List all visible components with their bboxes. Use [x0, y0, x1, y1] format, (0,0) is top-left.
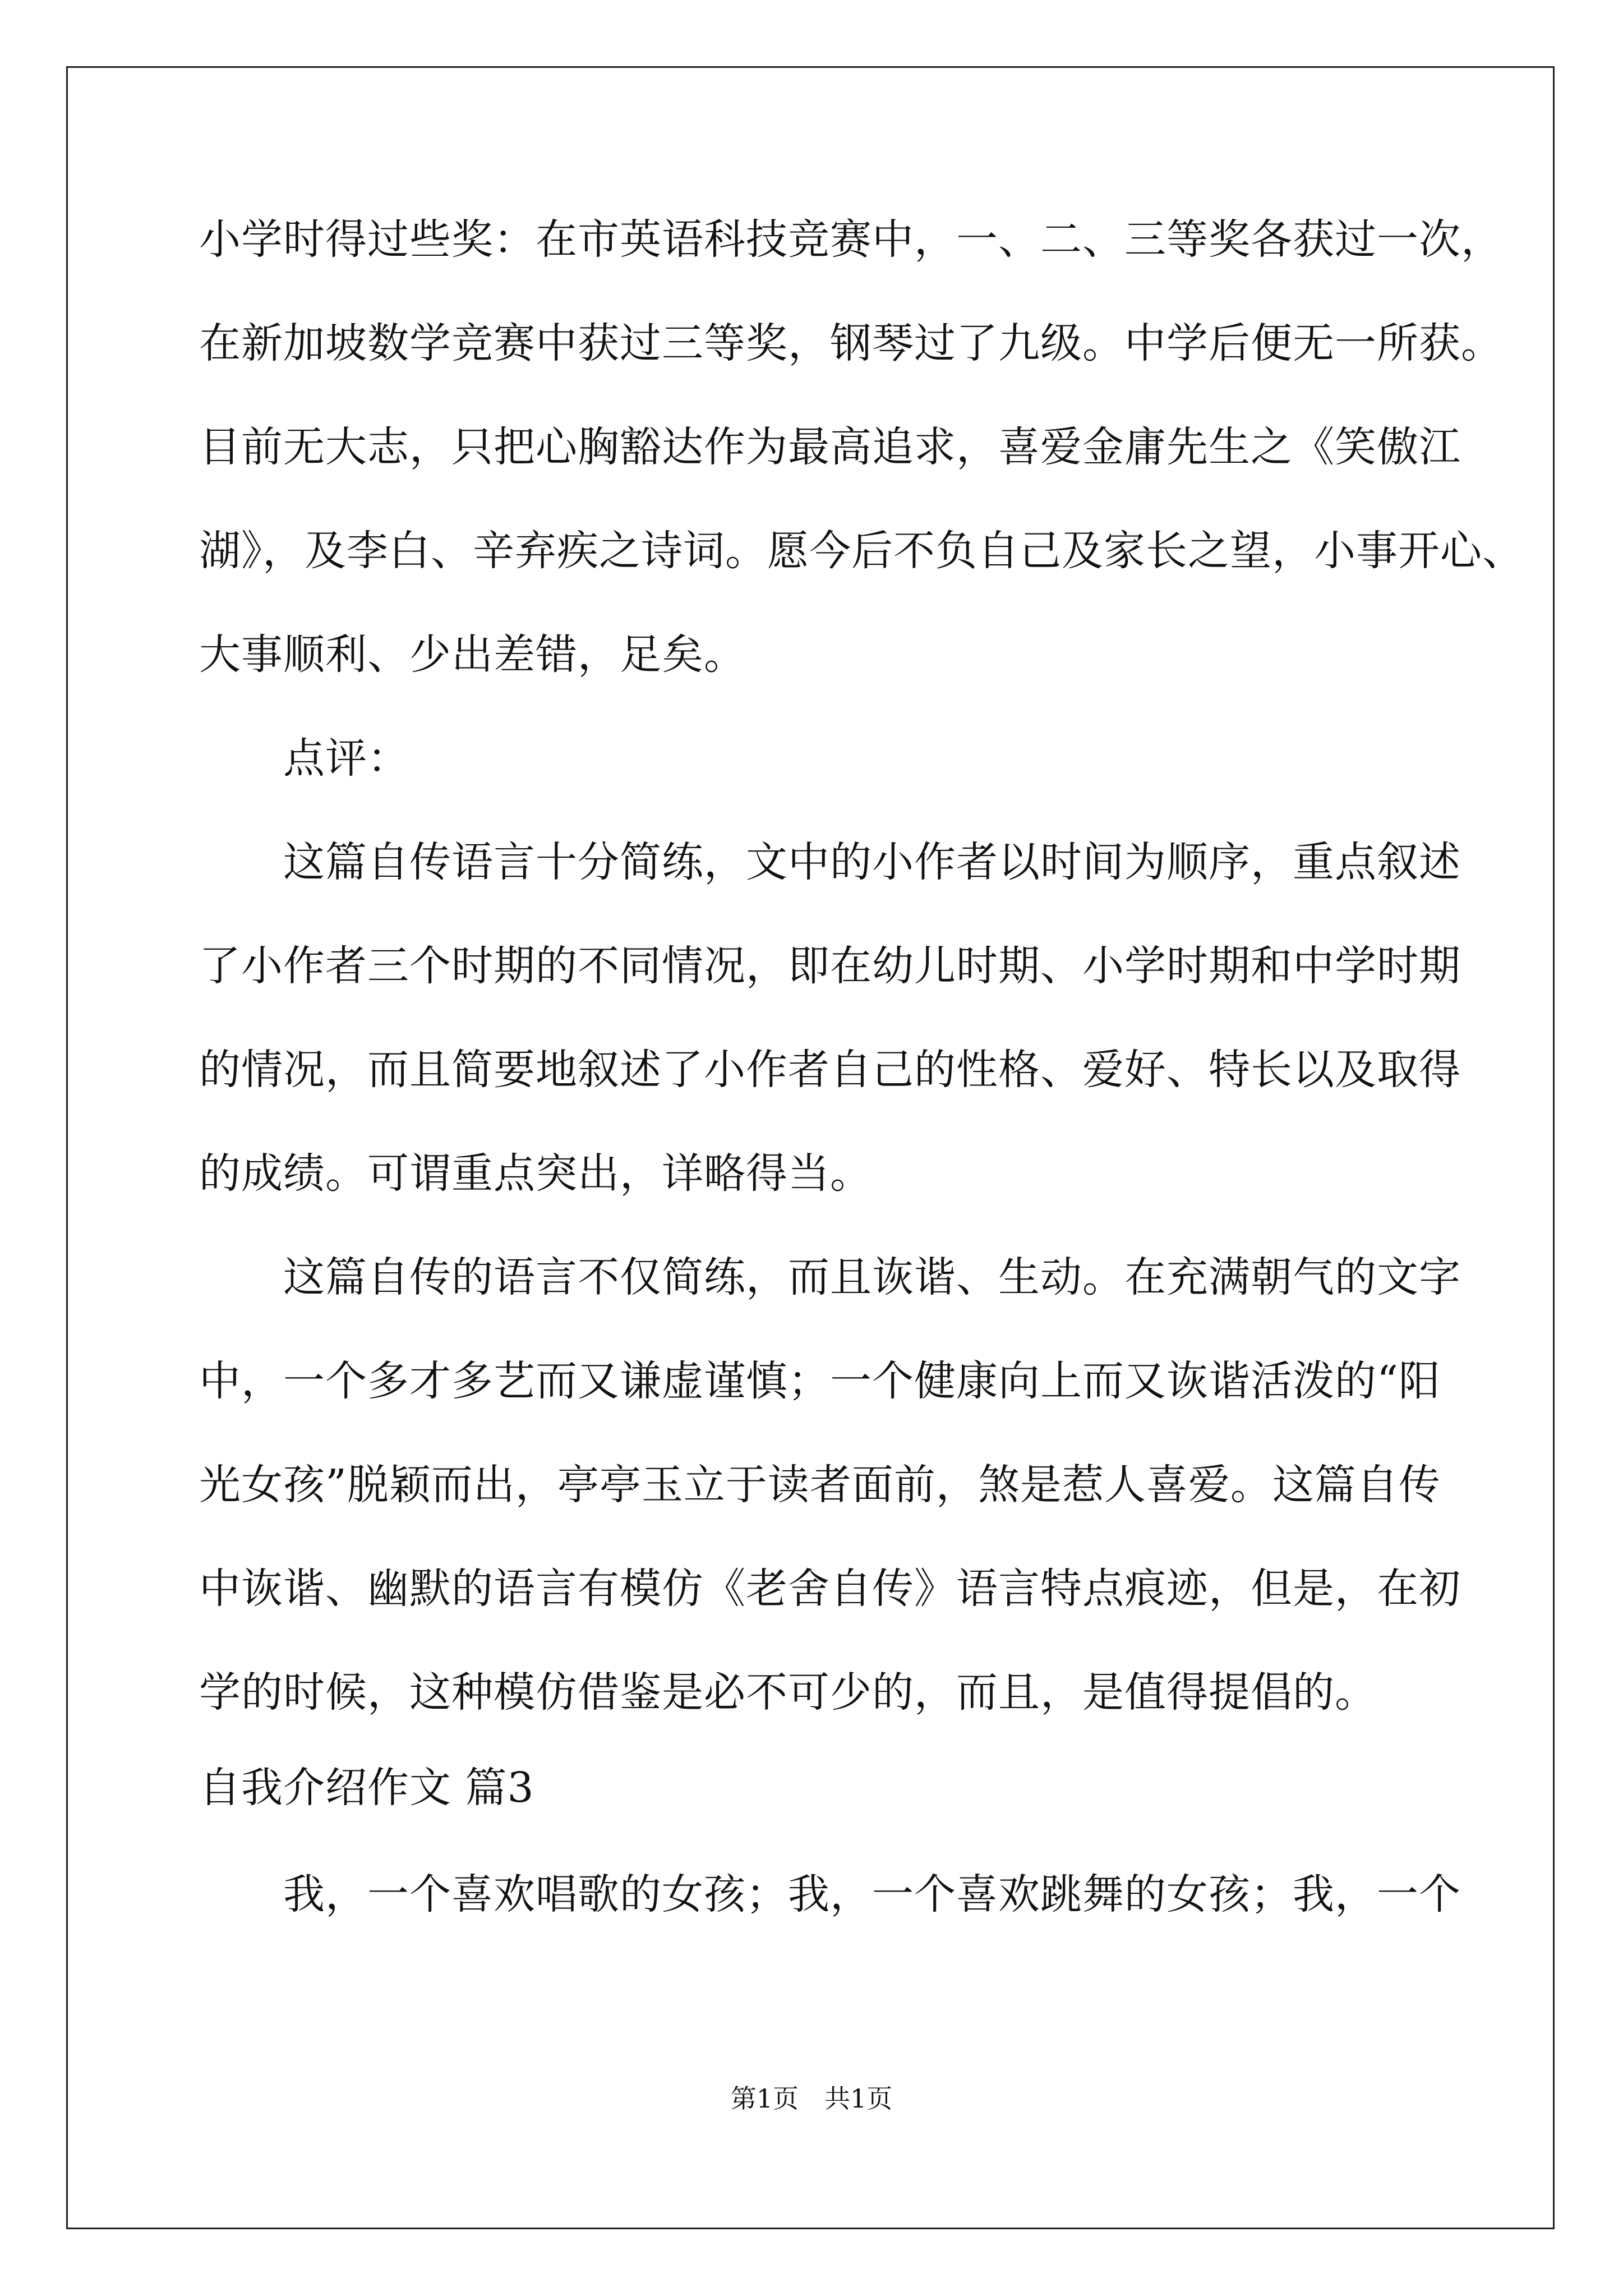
- page-footer: 第1页 共1页: [730, 2083, 893, 2114]
- text-line: 了小作者三个时期的不同情况，即在幼儿时期、小学时期和中学时期: [199, 942, 1461, 990]
- text-line: 在新加坡数学竞赛中获过三等奖，钢琴过了九级。中学后便无一所获。: [199, 319, 1503, 367]
- text-line: 我，一个喜欢唱歌的女孩；我，一个喜欢跳舞的女孩；我，一个: [199, 1870, 1461, 1918]
- text-line: 目前无大志，只把心胸豁达作为最高追求，喜爱金庸先生之《笑傲江: [199, 423, 1461, 471]
- text-line: 中，一个多才多艺而又谦虚谨慎；一个健康向上而又诙谐活泼的“阳: [199, 1357, 1441, 1405]
- text-line: 湖》，及李白、辛弃疾之诗词。愿今后不负自己及家长之望，小事开心、: [199, 527, 1524, 575]
- text-line: 光女孩”脱颖而出，亭亭玉立于读者面前，煞是惹人喜爱。这篇自传: [199, 1461, 1441, 1509]
- text-line: 的情况，而且简要地叙述了小作者自己的性格、爱好、特长以及取得: [199, 1046, 1461, 1094]
- text-line: 的成绩。可谓重点突出，详略得当。: [199, 1149, 872, 1198]
- text-line: 这篇自传的语言不仅简练，而且诙谐、生动。在充满朝气的文字: [199, 1253, 1461, 1301]
- text-line: 小学时得过些奖：在市英语科技竞赛中，一、二、三等奖各获过一次，: [199, 215, 1503, 264]
- text-line: 大事顺利、少出差错，足矣。: [199, 631, 746, 679]
- section-heading: 点评：: [199, 734, 409, 783]
- text-line: 学的时候，这种模仿借鉴是必不可少的，而且，是值得提倡的。: [199, 1668, 1377, 1717]
- text-line: 中诙谐、幽默的语言有模仿《老舍自传》语言特点痕迹，但是，在初: [199, 1565, 1461, 1613]
- text-line: 这篇自传语言十分简练，文中的小作者以时间为顺序，重点叙述: [199, 838, 1461, 886]
- section-title: 自我介绍作文 篇3: [199, 1764, 534, 1812]
